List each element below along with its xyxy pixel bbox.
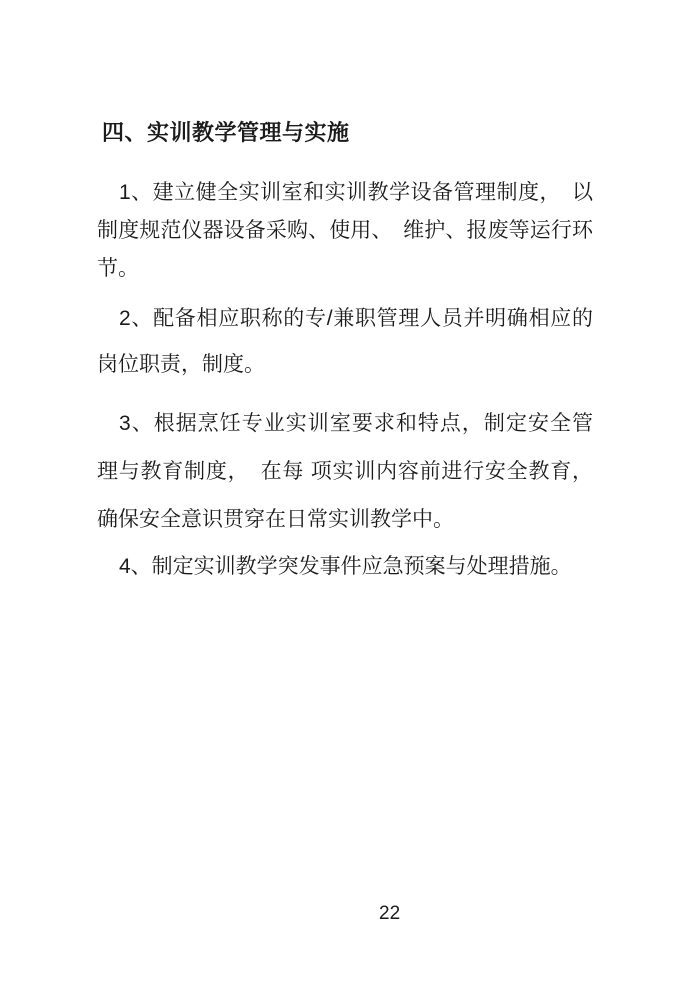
paragraph-3 (97, 400, 593, 544)
paragraph-line: 制度规范仪器设备采购、使用、 维护、报废等运行环 (97, 219, 593, 242)
paragraph-line: 1、建立健全实训室和实训教学设备管理制度， 以 (119, 181, 593, 204)
paragraph-4 (97, 544, 593, 590)
text-column (97, 0, 593, 590)
paragraph-line: 3、根据烹饪专业实训室要求和特点，制定安全管 (119, 412, 593, 435)
paragraph-line: 4、制定实训教学突发事件应急预案与处理措施。 (119, 555, 572, 578)
paragraph-line: 2、配备相应职称的专/兼职管理人员并明确相应的 (119, 307, 593, 330)
paragraph-2 (97, 296, 593, 388)
paragraph-line: 节。 (97, 257, 139, 280)
paragraph-line: 岗位职责，制度。 (97, 353, 265, 376)
paragraph-line: 理与教育制度， 在每 项实训内容前进行安全教育， (97, 460, 593, 483)
page-number: 22 (379, 903, 401, 924)
paragraph-line: 确保安全意识贯穿在日常实训教学中。 (97, 508, 454, 531)
section-heading: 四、实训教学管理与实施 (102, 120, 350, 145)
paragraph-1 (97, 174, 593, 288)
